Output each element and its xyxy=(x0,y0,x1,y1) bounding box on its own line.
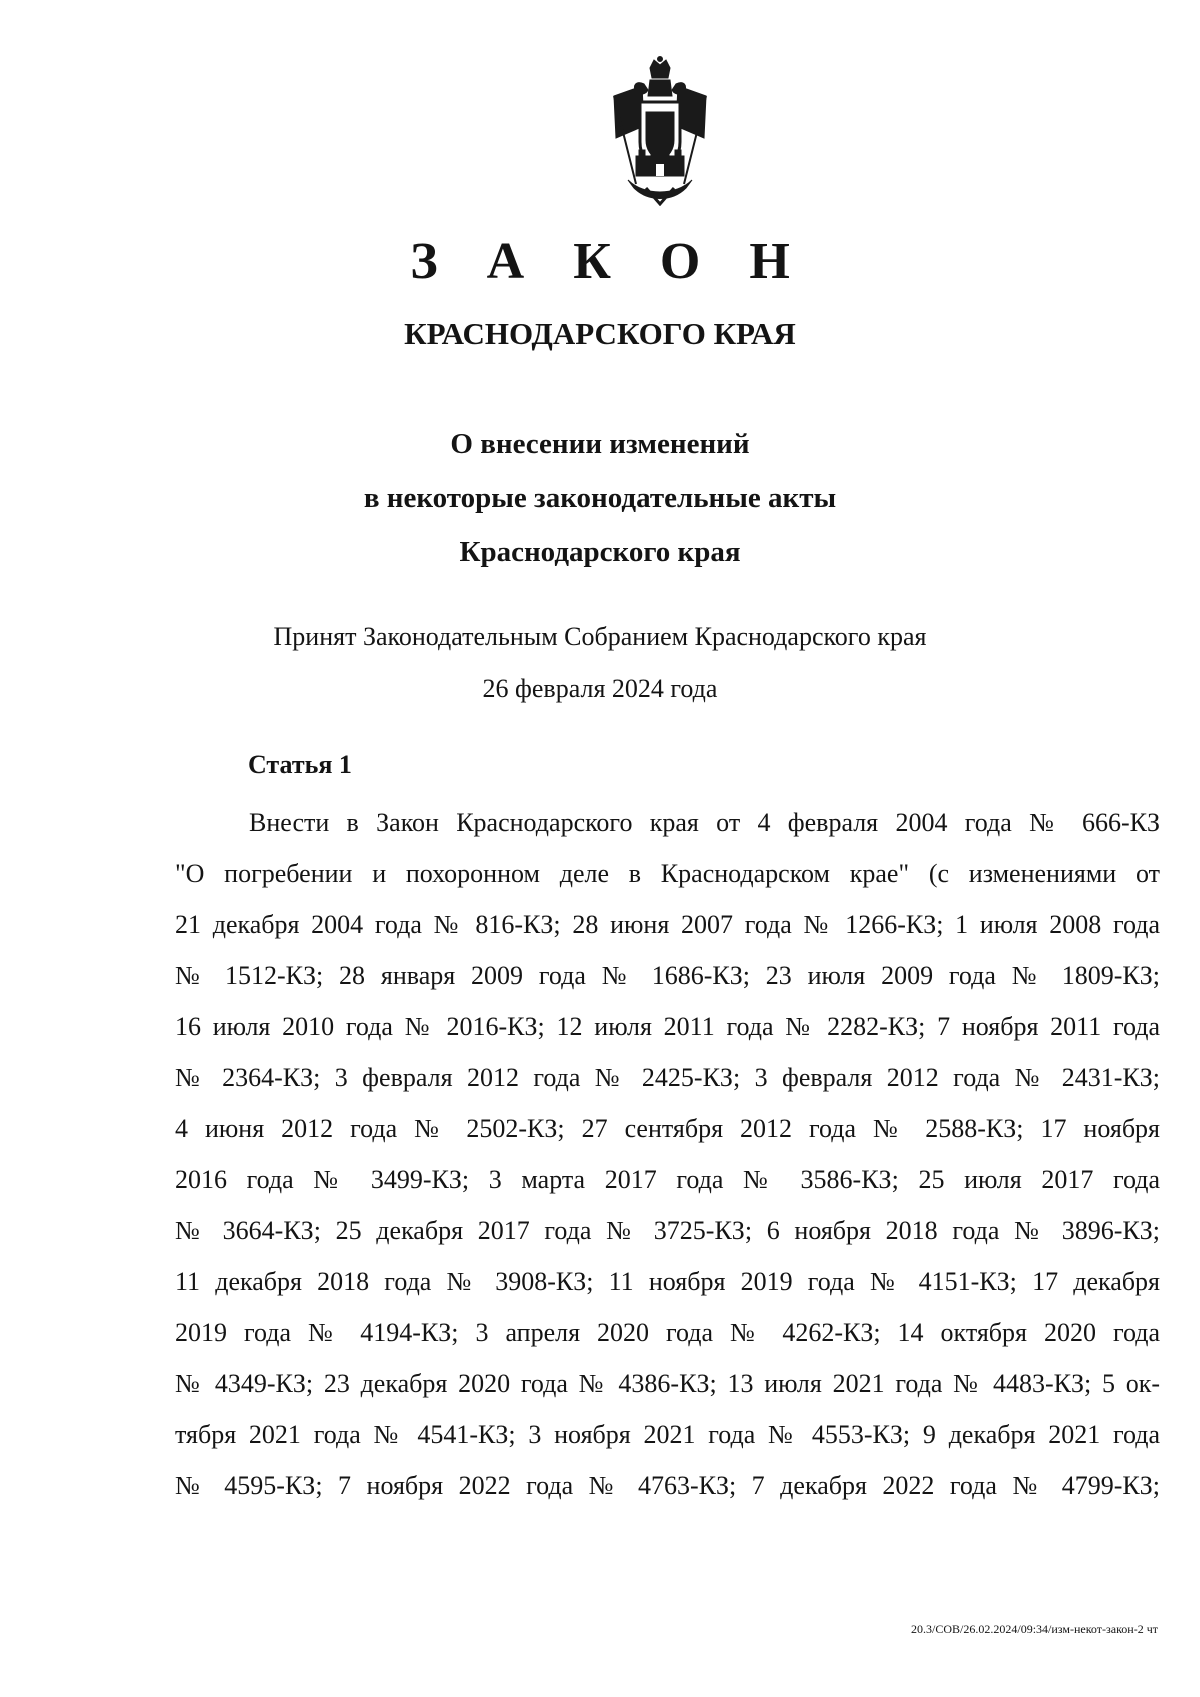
adoption-date: 26 февраля 2024 года xyxy=(482,674,718,703)
body-line: № 2364-КЗ; 3 февраля 2012 года № 2425-КЗ; 3 февраля 2012 года № 2431-КЗ; xyxy=(175,1063,1160,1092)
document-code: 20.3/СОВ/26.02.2024/09:34/изм-некот-закон-2 чт xyxy=(911,1622,1158,1636)
body-line: № 1512-КЗ; 28 января 2009 года № 1686-КЗ; 23 июля 2009 года № 1809-КЗ; xyxy=(175,961,1160,990)
body-line: 11 декабря 2018 года № 3908-КЗ; 11 ноября 2019 года № 4151-КЗ; 17 декабря xyxy=(175,1267,1160,1296)
adoption-line: Принят Законодательным Собранием Краснодарского края xyxy=(273,622,927,651)
region-title: КРАСНОДАРСКОГО КРАЯ xyxy=(404,316,796,351)
body-line: 2016 года № 3499-КЗ; 3 марта 2017 года № 3586-КЗ; 25 июля 2017 года xyxy=(175,1165,1160,1194)
body-line: 21 декабря 2004 года № 816-КЗ; 28 июня 2007 года № 1266-КЗ; 1 июля 2008 года xyxy=(175,910,1160,939)
subject-line: в некоторые законодательные акты xyxy=(363,482,837,514)
adoption-note xyxy=(0,620,1200,724)
body-line: тября 2021 года № 4541-КЗ; 3 ноября 2021 года № 4553-КЗ; 9 декабря 2021 года xyxy=(175,1420,1160,1449)
law-title: З А К О Н xyxy=(410,233,808,290)
body-line: Внести в Закон Краснодарского края от 4 февраля 2004 года № 666-КЗ xyxy=(249,808,1160,837)
body-line: № 3664-КЗ; 25 декабря 2017 года № 3725-КЗ; 6 ноября 2018 года № 3896-КЗ; xyxy=(175,1216,1160,1245)
body-line: 16 июля 2010 года № 2016-КЗ; 12 июля 2011 года № 2282-КЗ; 7 ноября 2011 года xyxy=(175,1012,1160,1041)
body-line: № 4595-КЗ; 7 ноября 2022 года № 4763-КЗ; 7 декабря 2022 года № 4799-КЗ; xyxy=(175,1471,1160,1500)
coat-of-arms-icon xyxy=(606,56,714,206)
article-body xyxy=(175,806,1160,1520)
body-line: 4 июня 2012 года № 2502-КЗ; 27 сентября 2012 года № 2588-КЗ; 17 ноября xyxy=(175,1114,1160,1143)
article-heading: Статья 1 xyxy=(248,750,352,779)
subject-line: О внесении изменений xyxy=(450,428,750,460)
subject-line: Краснодарского края xyxy=(459,536,741,568)
body-line: № 4349-КЗ; 23 декабря 2020 года № 4386-КЗ; 13 июля 2021 года № 4483-КЗ; 5 ок- xyxy=(175,1369,1160,1398)
body-line: "О погребении и похоронном деле в Краснодарском крае" (с изменениями от xyxy=(175,859,1160,888)
body-line: 2019 года № 4194-КЗ; 3 апреля 2020 года № 4262-КЗ; 14 октября 2020 года xyxy=(175,1318,1160,1347)
law-subject xyxy=(0,425,1200,587)
